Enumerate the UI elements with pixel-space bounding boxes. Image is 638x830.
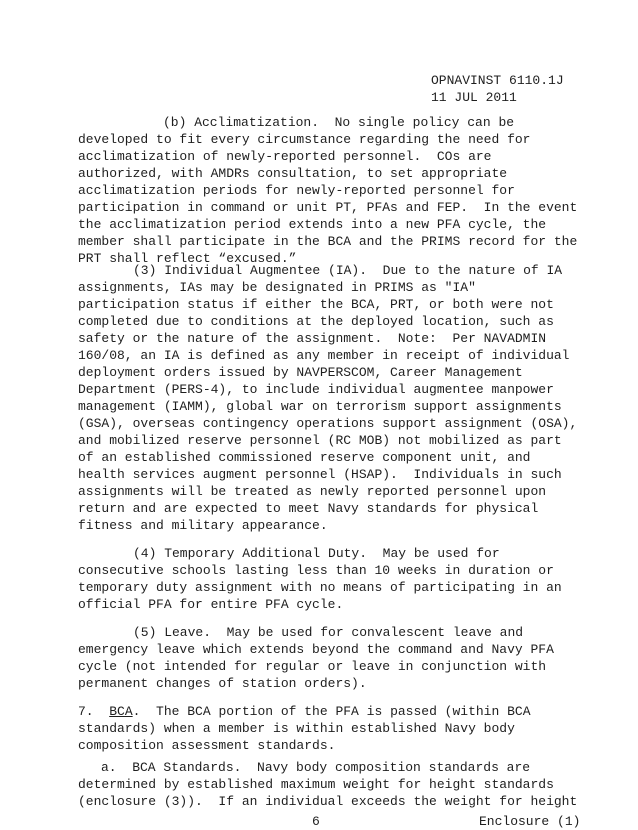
paragraph-line: assignments, IAs may be designated in PRIMS as "IA" (78, 280, 476, 295)
paragraph-line: permanent changes of station orders). (78, 676, 367, 691)
paragraph-line: developed to fit every circumstance regarding the need for (78, 132, 531, 147)
paragraph-line: temporary duty assignment with no means of participating in an (78, 580, 562, 595)
paragraph-line: composition assessment standards. (78, 738, 336, 753)
paragraph-line: 160/08, an IA is defined as any member in receipt of individual (78, 348, 570, 363)
paragraph-line: (enclosure (3)). If an individual exceeds the weight for height (78, 794, 578, 809)
paragraph-line: a. BCA Standards. Navy body composition standards are (101, 760, 531, 775)
page-number: 6 (312, 814, 320, 829)
paragraph-line: (5) Leave. May be used for convalescent leave and (133, 625, 524, 640)
paragraph-line: authorized, with AMDRs consultation, to set appropriate (78, 166, 508, 181)
paragraph-line: (3) Individual Augmentee (IA). Due to the nature of IA (133, 263, 563, 278)
paragraph-line: acclimatization periods for newly-reported personnel for (78, 183, 515, 198)
paragraph-line: participation in command or unit PT, PFAs and FEP. In the event (78, 200, 578, 215)
section-text: . The BCA portion of the PFA is passed (within BCA (132, 704, 531, 719)
paragraph-line: member shall participate in the BCA and the PRIMS record for the (78, 234, 578, 249)
section-number: 7. (78, 704, 110, 719)
paragraph-line: Department (PERS-4), to include individual augmentee manpower (78, 382, 554, 397)
paragraph-line: participation status if either the BCA, PRT, or both were not (78, 297, 554, 312)
instruction-number: OPNAVINST 6110.1J (431, 73, 564, 88)
paragraph-line: of an established commissioned reserve component unit, and (78, 450, 531, 465)
paragraph-line: (GSA), overseas contingency operations support assignment (OSA), (78, 416, 578, 431)
paragraph-line: determined by established maximum weight for height standards (78, 777, 554, 792)
paragraph-line: safety or the nature of the assignment. Note: Per NAVADMIN (78, 331, 547, 346)
paragraph-line: return and are expected to meet Navy standards for physical (78, 501, 539, 516)
paragraph-line: fitness and military appearance. (78, 518, 328, 533)
paragraph-line: (b) Acclimatization. No single policy can be (163, 115, 515, 130)
paragraph-line: acclimatization of newly-reported personnel. COs are (78, 149, 492, 164)
instruction-date: 11 JUL 2011 (431, 90, 517, 105)
paragraph-line: consecutive schools lasting less than 10 weeks in duration or (78, 563, 554, 578)
section-heading: BCA (109, 704, 133, 719)
paragraph-line: health services augment personnel (HSAP). Individuals in such (78, 467, 562, 482)
paragraph-line: the acclimatization period extends into a new PFA cycle, the (78, 217, 547, 232)
paragraph-line: official PFA for entire PFA cycle. (78, 597, 344, 612)
paragraph-line: completed due to conditions at the deployed location, such as (78, 314, 554, 329)
paragraph-line (78, 703, 531, 720)
paragraph-line: and mobilized reserve personnel (RC MOB) not mobilized as part (78, 433, 562, 448)
paragraph-line: PRT shall reflect “excused.” (78, 251, 297, 266)
paragraph-line: cycle (not intended for regular or leave in conjunction with (78, 659, 547, 674)
paragraph-line: assignments will be treated as newly reported personnel upon (78, 484, 547, 499)
paragraph-line: deployment orders issued by NAVPERSCOM, Career Management (78, 365, 523, 380)
paragraph-line: management (IAMM), global war on terrorism support assignments (78, 399, 562, 414)
paragraph-line: standards) when a member is within established Navy body (78, 721, 515, 736)
paragraph-line: emergency leave which extends beyond the command and Navy PFA (78, 642, 554, 657)
enclosure-label: Enclosure (1) (479, 814, 581, 829)
paragraph-line: (4) Temporary Additional Duty. May be used for (133, 546, 500, 561)
